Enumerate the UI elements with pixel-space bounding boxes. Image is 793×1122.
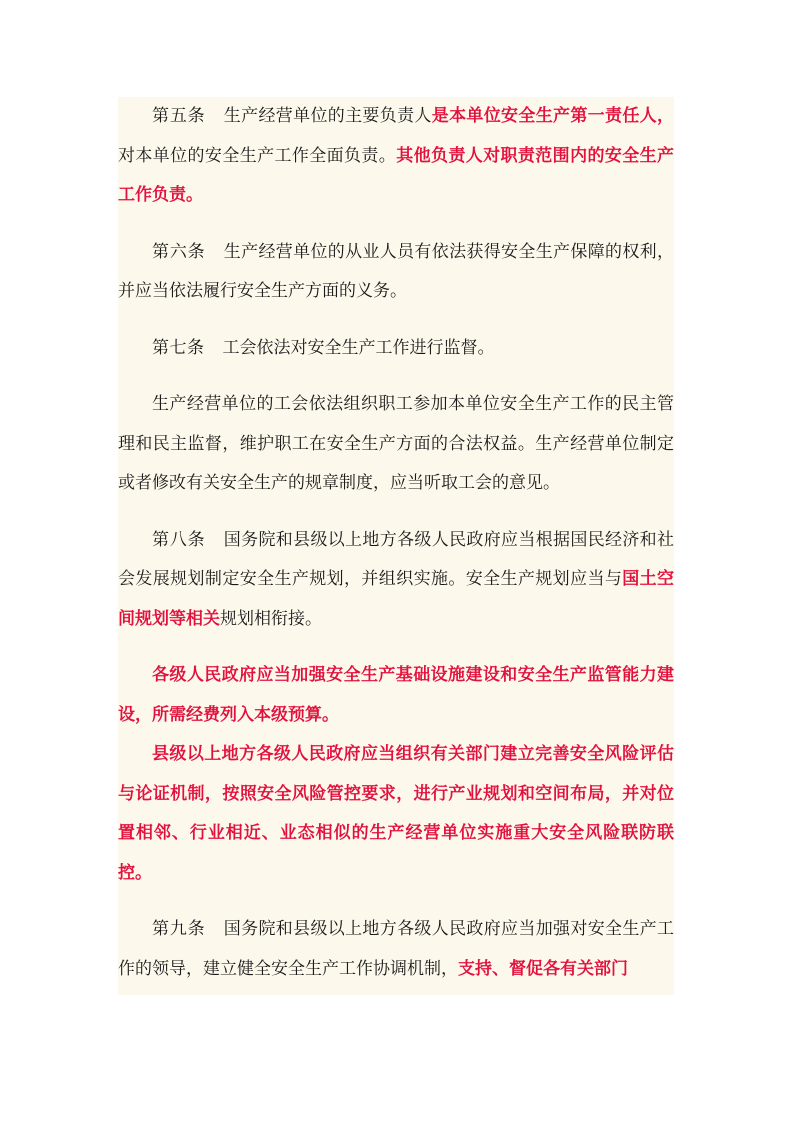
article-6-number: 第六条 (152, 241, 206, 262)
article-5-text-1: 生产经营单位的主要负责人 (223, 106, 432, 126)
article-7-clause-2-text: 生产经营单位的工会依法组织职工参加本单位安全生产工作的民主管理和民主监督，维护职工在安全生产方面的合法权益。生产经营单位制定或者修改有关安全生产的规章制度，应当听取工会的意见。 (118, 394, 674, 493)
article-7-number: 第七条 (152, 337, 205, 358)
article-8-text-1: 国务院和县级以上地方各级人民政府应当根据国民经济和社会发展规划制定安全生产规划，并组织实施。安全生产规划应当与 (118, 529, 675, 589)
article-9-highlight-1: 支持、督促各有关部门 (458, 958, 628, 979)
article-6-text-1: 生产经营单位的从业人员有依法获得安全生产保障的权利，并应当依法履行安全生产方面的义务。 (118, 241, 675, 301)
article-8-clause-3-highlight: 县级以上地方各级人民政府应当组织有关部门建立完善安全风险评估与论证机制，按照安全风险管控要求，进行产业规划和空间布局，并对位置相邻、行业相近、业态相似的生产经营单位实施重大安全风险联防联控。 (118, 744, 674, 883)
article-5-highlight-1: 是本单位安全生产第一责任人， (431, 106, 675, 126)
article-8-text-2: 规划相衔接。 (220, 608, 322, 629)
article-5-highlight-2: 其他负责人对职责范围内的安全生产工作负责。 (118, 145, 675, 205)
article-7-text-1: 工会依法对安全生产工作进行监督。 (222, 337, 495, 358)
article-5-text-2: 对本单位的安全生产工作全面负责。 (118, 145, 397, 166)
article-6-paragraph (118, 233, 674, 312)
article-8-clause-2 (118, 656, 674, 735)
article-8-clause-3 (118, 735, 674, 893)
article-8-number: 第八条 (152, 529, 206, 550)
article-8-clause-2-highlight: 各级人民政府应当加强安全生产基础设施建设和安全生产监管能力建设，所需经费列入本级预算。 (118, 665, 674, 725)
article-8-highlight-1: 国土空间规划等相关 (118, 569, 675, 629)
document-body (118, 97, 674, 995)
article-9-paragraph (118, 910, 674, 989)
article-5-number: 第五条 (152, 106, 206, 126)
article-7-paragraph (118, 329, 674, 369)
article-9-text-1: 国务院和县级以上地方各级人民政府应当加强对安全生产工作的领导，建立健全安全生产工作协调机制， (118, 919, 675, 979)
article-5-paragraph (118, 97, 674, 216)
article-9-number: 第九条 (152, 919, 206, 939)
article-8-paragraph (118, 521, 674, 640)
article-7-clause-2 (118, 385, 674, 504)
